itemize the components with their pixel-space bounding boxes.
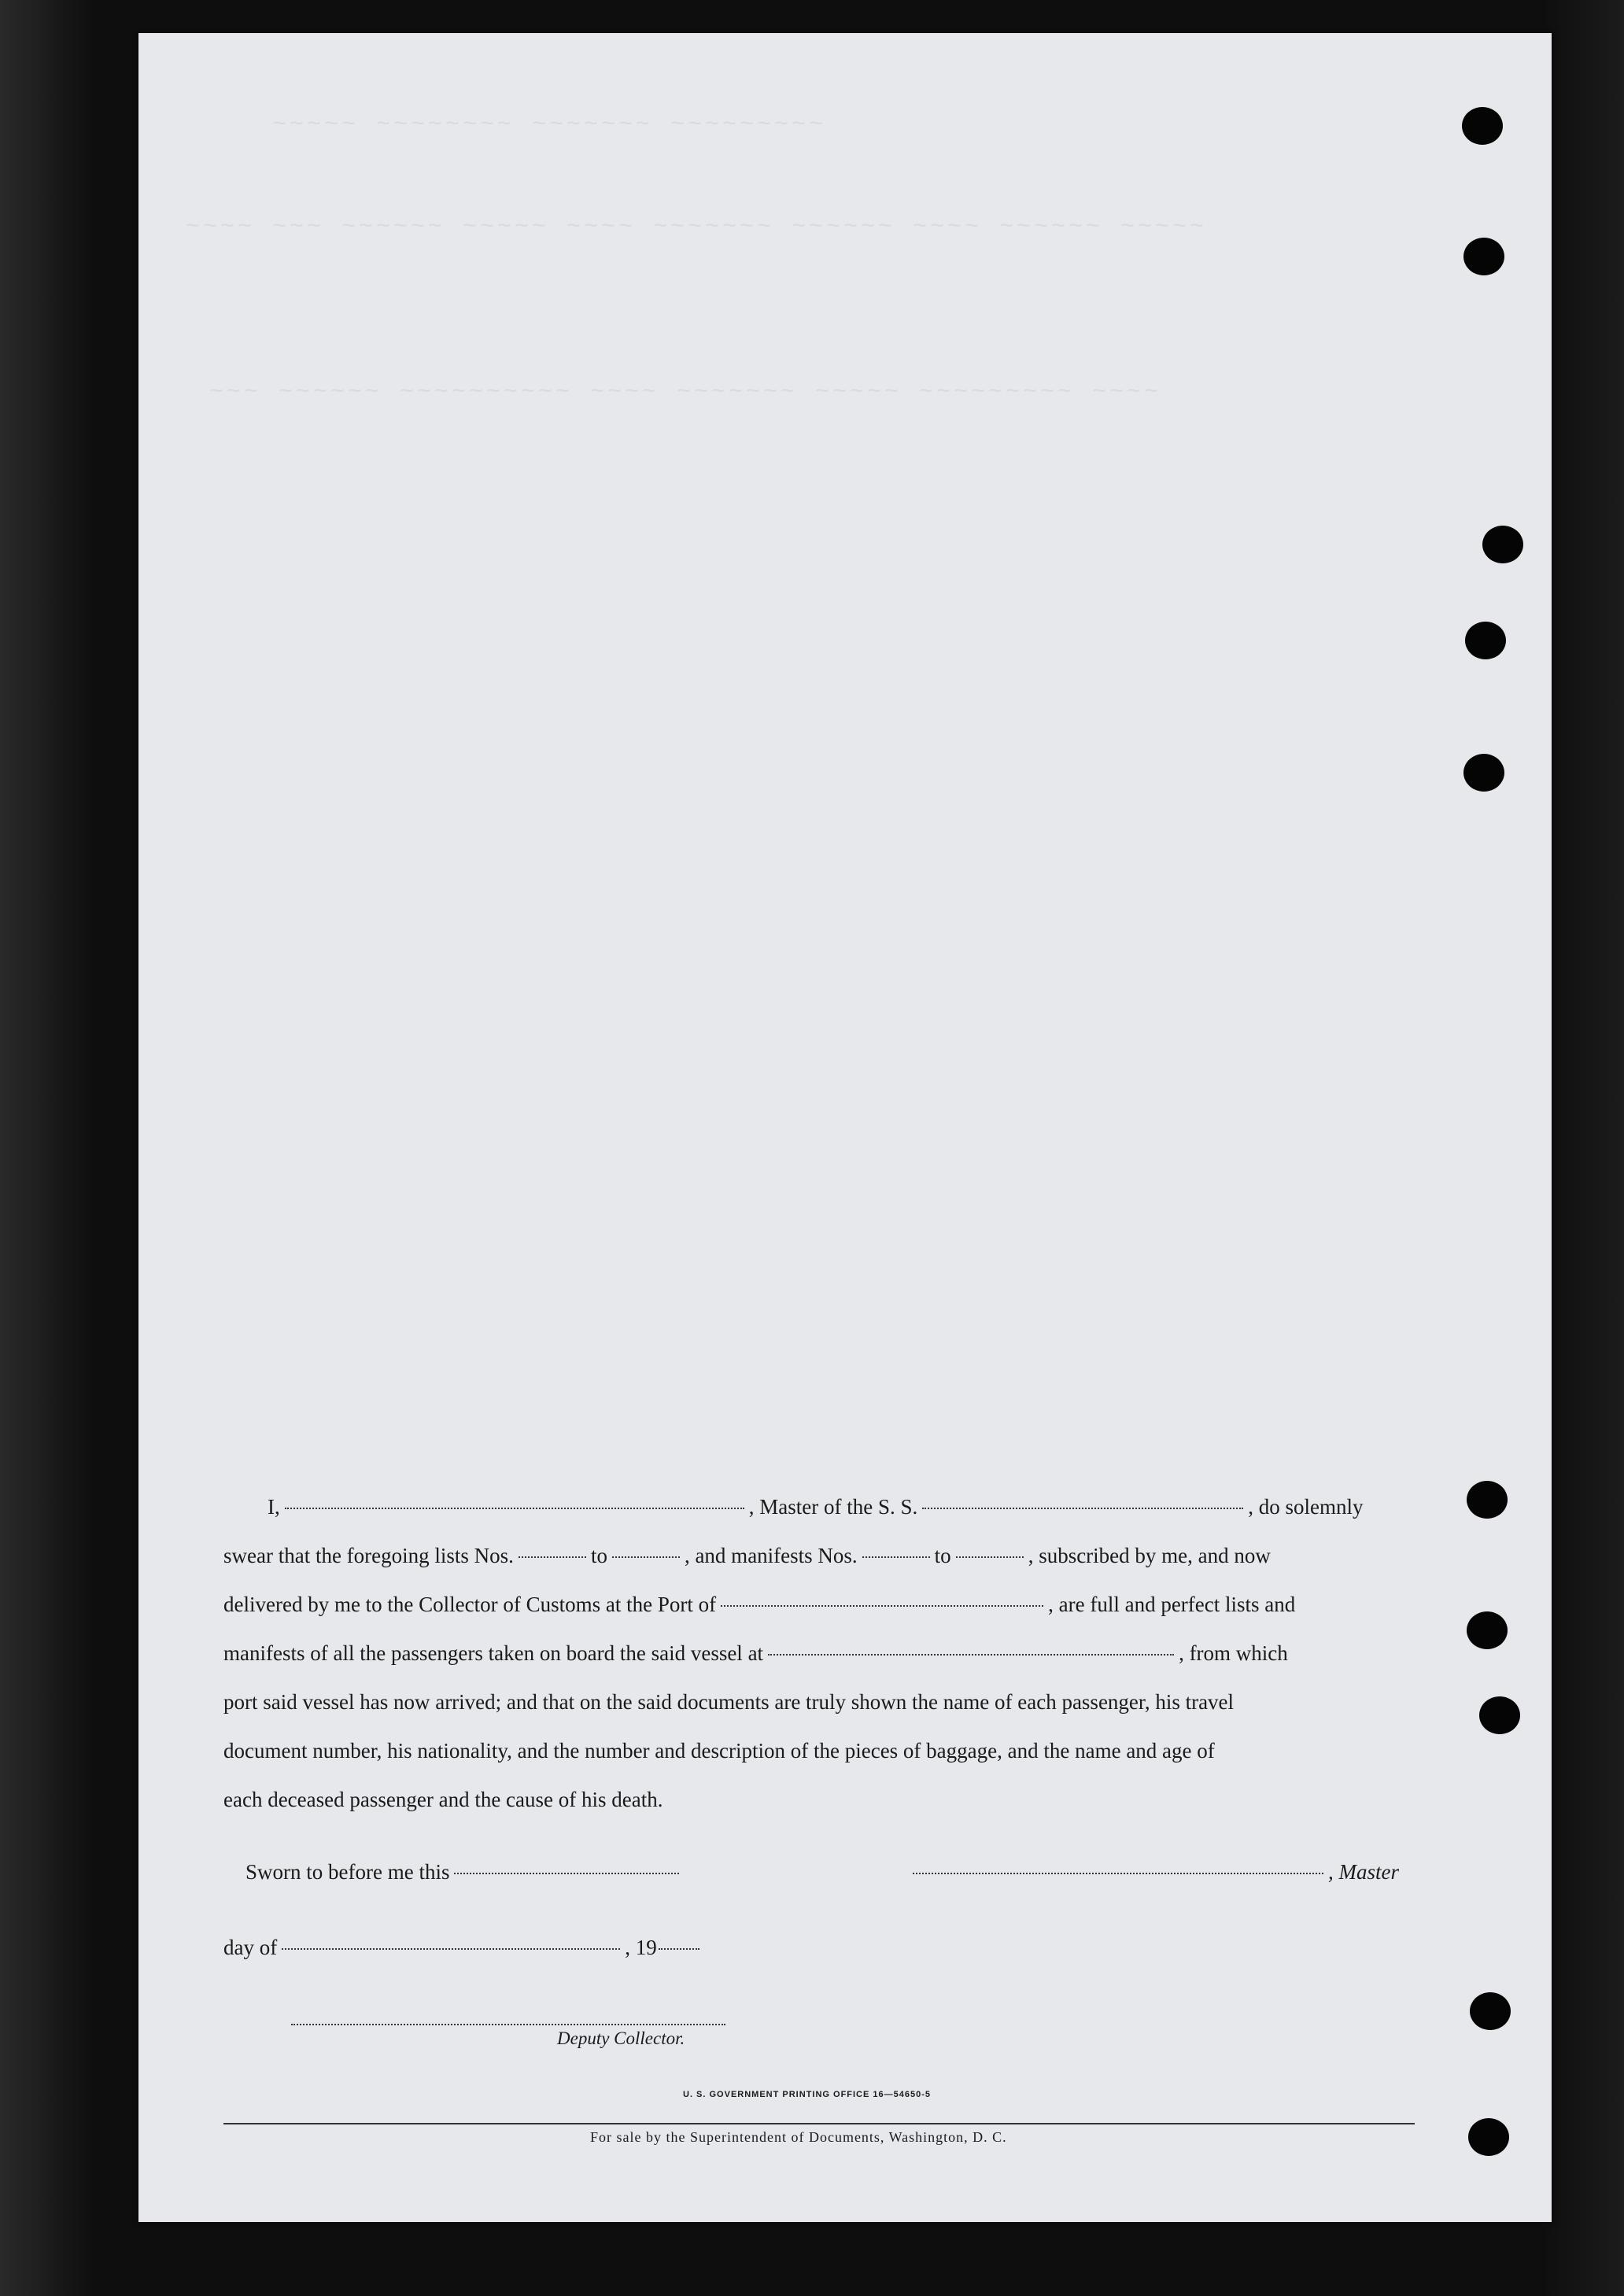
oath-text: manifests of all the passengers taken on board the said vessel at — [223, 1641, 764, 1665]
bleed-through-text: ~~~~~ ~~~~~~~~ ~~~~~~~ ~~~~~~~~~ — [272, 112, 827, 138]
oath-text: , do solemnly — [1248, 1495, 1364, 1519]
oath-line: port said vessel has now arrived; and that on the said documents are truly shown the name of each passenger, his travel — [223, 1690, 1235, 1714]
document-page — [138, 33, 1552, 2222]
oath-paragraph — [223, 1482, 1415, 1824]
bleed-through-text: ~~~ ~~~~~~ ~~~~~~~~~~ ~~~~ ~~~~~~~ ~~~~~ ~~~~~~~~~ ~~~~ — [209, 379, 1162, 406]
oath-text: I, — [268, 1495, 280, 1519]
manifest-from-field[interactable] — [862, 1556, 930, 1558]
port-of-embarkation-field[interactable] — [768, 1654, 1174, 1656]
oath-text: , Master of the S. S. — [748, 1495, 918, 1519]
deputy-signature-field[interactable] — [291, 2024, 725, 2025]
punch-hole — [1479, 1696, 1520, 1734]
month-field[interactable] — [282, 1948, 620, 1950]
punch-hole — [1463, 754, 1504, 792]
footer-rule — [223, 2123, 1415, 2124]
punch-hole — [1467, 1611, 1508, 1649]
sworn-label: Sworn to before me this — [245, 1860, 450, 1884]
oath-line: each deceased passenger and the cause of his death. — [223, 1788, 663, 1811]
oath-line: document number, his nationality, and the number and description of the pieces of baggage, and the name and age of — [223, 1739, 1215, 1763]
oath-line — [223, 1482, 1415, 1531]
oath-text: , from which — [1179, 1641, 1288, 1665]
punch-hole — [1468, 2118, 1509, 2156]
master-signature-row — [913, 1860, 1399, 1884]
year-field[interactable] — [659, 1948, 699, 1950]
punch-hole — [1462, 107, 1503, 145]
oath-text: delivered by me to the Collector of Customs at the Port of — [223, 1593, 717, 1616]
sworn-row — [245, 1860, 684, 1884]
deputy-collector-label: Deputy Collector. — [557, 2028, 685, 2048]
day-of-label: day of — [223, 1936, 278, 1959]
sworn-date-field[interactable] — [454, 1873, 679, 1874]
list-to-field[interactable] — [612, 1556, 680, 1558]
oath-line — [223, 1580, 1415, 1629]
printing-office-imprint: U. S. GOVERNMENT PRINTING OFFICE 16—54650-5 — [683, 2090, 932, 2099]
bleed-through-text: ~~~~ ~~~ ~~~~~~ ~~~~~ ~~~~ ~~~~~~~ ~~~~~~ ~~~~ ~~~~~~ ~~~~~ — [186, 214, 1208, 241]
day-of-row — [223, 1936, 704, 1960]
punch-hole — [1463, 238, 1504, 275]
port-of-arrival-field[interactable] — [721, 1605, 1043, 1607]
oath-text: , and manifests Nos. — [684, 1544, 858, 1567]
master-signature-field[interactable] — [913, 1873, 1323, 1874]
oath-line — [223, 1629, 1415, 1678]
manifest-to-field[interactable] — [956, 1556, 1024, 1558]
punch-hole — [1470, 1992, 1511, 2030]
punch-hole — [1467, 1481, 1508, 1519]
for-sale-notice: For sale by the Superintendent of Documents, Washington, D. C. — [590, 2129, 1007, 2145]
master-name-field[interactable] — [285, 1508, 744, 1509]
punch-hole — [1465, 622, 1506, 659]
oath-line — [223, 1531, 1415, 1580]
year-prefix: , 19 — [625, 1936, 657, 1959]
oath-text: swear that the foregoing lists Nos. — [223, 1544, 514, 1567]
oath-text: to — [934, 1544, 951, 1567]
punch-hole — [1482, 526, 1523, 563]
list-from-field[interactable] — [519, 1556, 586, 1558]
master-label: , Master — [1328, 1860, 1399, 1884]
oath-text: , are full and perfect lists and — [1048, 1593, 1296, 1616]
oath-text: to — [590, 1544, 607, 1567]
vessel-name-field[interactable] — [922, 1508, 1243, 1509]
oath-text: , subscribed by me, and now — [1028, 1544, 1271, 1567]
